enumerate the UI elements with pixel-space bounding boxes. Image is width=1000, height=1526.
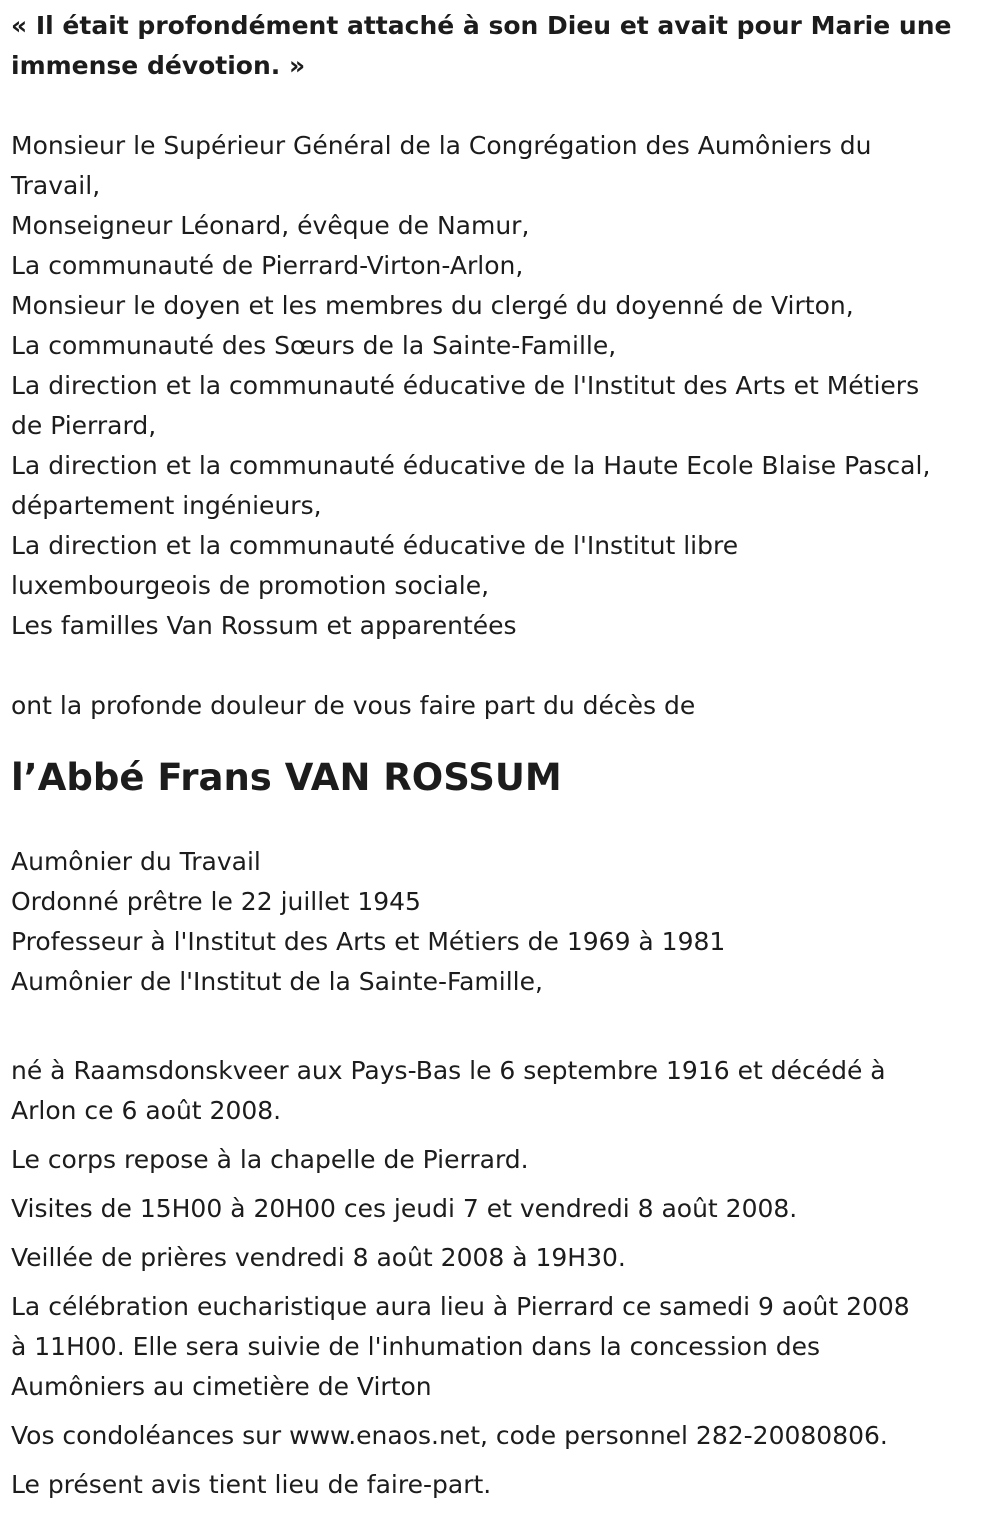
condolences-paragraph [11,1416,996,1456]
detail-line: Le présent avis tient lieu de faire-part. [11,1470,492,1499]
detail-line: Aumôniers au cimetière de Virton [11,1372,432,1401]
funeral-details [11,1051,996,1505]
title-line: Aumônier de l'Institut de la Sainte-Famille, [11,967,543,996]
detail-line: Visites de 15H00 à 20H00 ces jeudi 7 et vendredi 8 août 2008. [11,1194,798,1223]
obituary-notice [11,0,996,1505]
mourner-line: Les familles Van Rossum et apparentées [11,611,517,640]
detail-line: Vos condoléances sur www.enaos.net, code personnel 282-20080806. [11,1421,888,1450]
detail-line: à 11H00. Elle sera suivie de l'inhumation dans la concession des [11,1332,821,1361]
mourner-line: La direction et la communauté éducative de la Haute Ecole Blaise Pascal, [11,451,931,480]
mourner-line: La direction et la communauté éducative de l'Institut libre [11,531,739,560]
title-line: Ordonné prêtre le 22 juillet 1945 [11,887,421,916]
mourner-line: La direction et la communauté éducative de l'Institut des Arts et Métiers [11,371,920,400]
mourner-line: luxembourgeois de promotion sociale, [11,571,490,600]
mourner-line: La communauté de Pierrard-Virton-Arlon, [11,251,524,280]
detail-line: Veillée de prières vendredi 8 août 2008 à 19H30. [11,1243,626,1272]
mourner-line: département ingénieurs, [11,491,322,520]
detail-line: né à Raamsdonskveer aux Pays-Bas le 6 septembre 1916 et décédé à [11,1056,886,1085]
deceased-titles [11,842,996,1002]
mourner-line: de Pierrard, [11,411,157,440]
title-line: Aumônier du Travail [11,847,261,876]
mass-paragraph [11,1287,996,1407]
quote-line: immense dévotion. » [11,51,306,80]
detail-line: La célébration eucharistique aura lieu à Pierrard ce samedi 9 août 2008 [11,1292,910,1321]
title-line: Professeur à l'Institut des Arts et Métiers de 1969 à 1981 [11,927,726,956]
notice-paragraph [11,1465,996,1505]
detail-line: Le corps repose à la chapelle de Pierrard. [11,1145,529,1174]
vigil-paragraph [11,1238,996,1278]
mourner-line: Monsieur le Supérieur Général de la Congrégation des Aumôniers du [11,131,872,160]
rest-place-paragraph [11,1140,996,1180]
mourner-line: Monseigneur Léonard, évêque de Namur, [11,211,530,240]
quote-line: « Il était profondément attaché à son Dieu et avait pour Marie une [11,11,952,40]
mourner-line: Monsieur le doyen et les membres du clergé du doyenné de Virton, [11,291,854,320]
deceased-name: l’Abbé Frans VAN ROSSUM [11,756,562,799]
mourner-line: Travail, [11,171,101,200]
opening-quote [11,6,996,86]
mourners-list [11,126,996,646]
announcement-text: ont la profonde douleur de vous faire part du décès de [11,691,696,720]
visits-paragraph [11,1189,996,1229]
birth-death-paragraph [11,1051,996,1131]
mourner-line: La communauté des Sœurs de la Sainte-Famille, [11,331,617,360]
detail-line: Arlon ce 6 août 2008. [11,1096,282,1125]
